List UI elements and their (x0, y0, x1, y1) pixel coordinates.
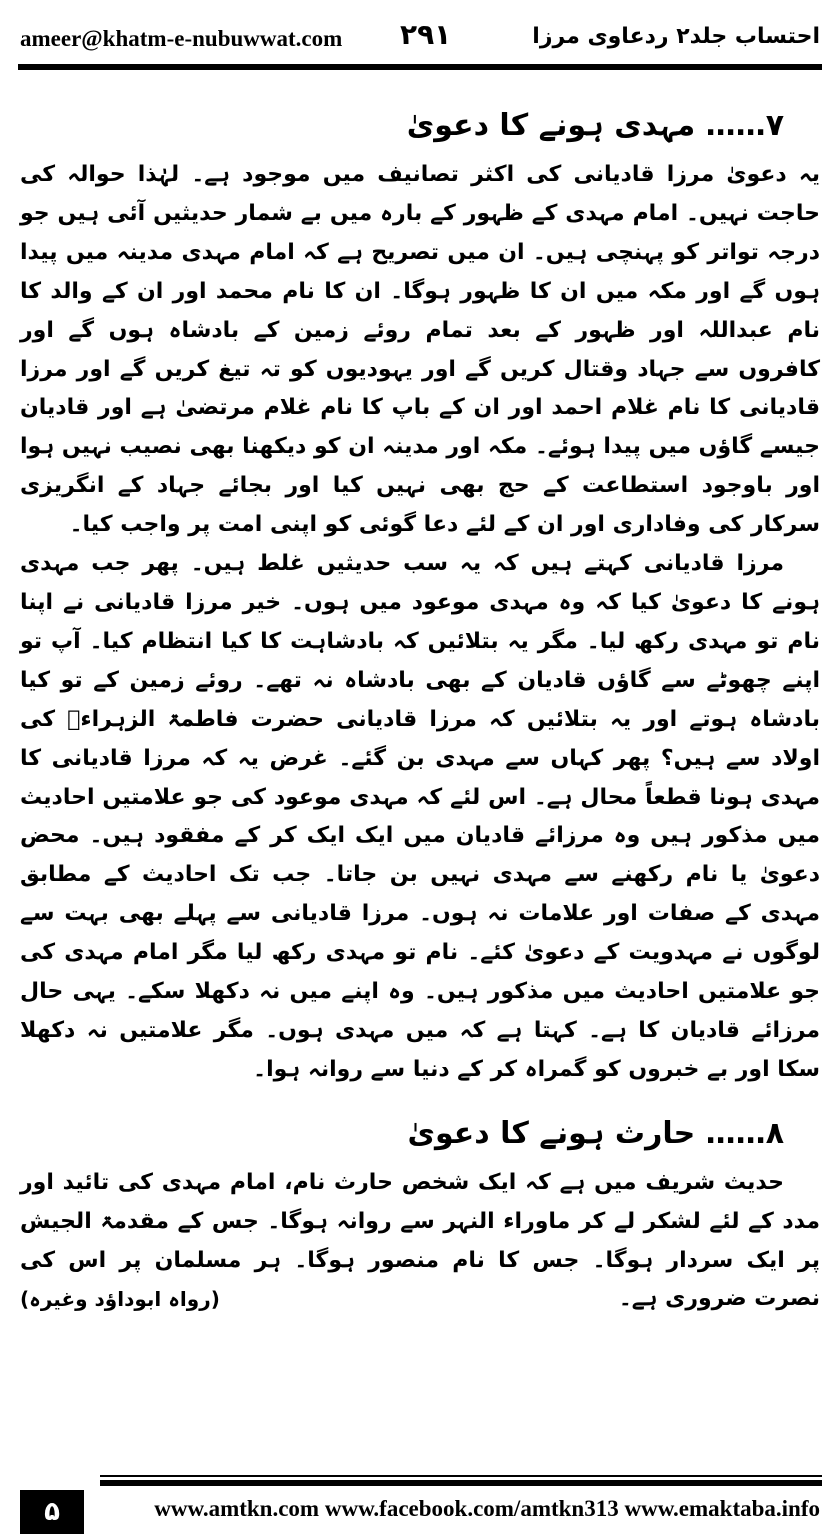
section-8-citation: (رواہ ابوداؤد وغیرہ) (20, 1287, 220, 1312)
header-book-title: احتساب جلد۲ ردعاوی مرزا (532, 24, 820, 49)
section-8-paragraph (20, 1164, 820, 1320)
page-header (0, 18, 840, 58)
section-7-heading: ۷…… مہدی ہونے کا دعویٰ (406, 108, 784, 143)
footer-links: www.amtkn.com www.facebook.com/amtkn313 www.emaktaba.info (154, 1496, 820, 1521)
section-8-heading: ۸…… حارث ہونے کا دعویٰ (407, 1115, 784, 1151)
header-email: ameer@khatm-e-nubuwwat.com (20, 26, 343, 51)
footer-page-number: ۵ (20, 1490, 84, 1534)
footer-rule-thick (100, 1480, 822, 1486)
section-8-text: حدیث شریف میں ہے کہ ایک شخص حارث نام، امام مہدی کی تائید اور مدد کے لئے لشکر لے کر ماوراء النہر سے روانہ ہوگا۔ جس کے مقدمۃ الجیش پر ایک سردار ہوگا۔ جس کا نام منصور ہوگا۔ ہر مسلمان پر اس کی نصرت ضروری ہے۔ (20, 1169, 820, 1312)
page-body (20, 96, 820, 1319)
footer-rule-thin (100, 1475, 822, 1477)
header-rule (18, 64, 822, 70)
section-7-paragraph-1: یہ دعویٰ مرزا قادیانی کی اکثر تصانیف میں موجود ہے۔ لہٰذا حوالہ کی حاجت نہیں۔ امام مہدی کے ظہور کے بارہ میں بے شمار حدیثیں آئی ہیں جو درجہ تواتر کو پہنچی ہیں۔ ان میں تصریح ہے کہ امام مہدی مدینہ میں پیدا ہوں گے اور مکہ میں ان کا ظہور ہوگا۔ ان کا نام محمد اور ان کے والد کا نام عبداللہ اور ظہور کے بعد تمام روئے زمین کے بادشاہ ہوں گے اور کافروں سے جہاد وقتال کریں گے اور یہودیوں کو تہ تیغ کریں گے اور مرزا قادیانی کا نام غلام احمد اور ان کے باپ کا نام غلام مرتضیٰ ہے اور قادیان جیسے گاؤں میں پیدا ہوئے۔ مکہ اور مدینہ ان کو دیکھنا بھی نصیب نہیں ہوا اور باوجود استطاعت کے حج بھی نہیں کیا اور بجائے جہاد کے انگریزی سرکار کی وفاداری اور ان کے لئے دعا گوئی کو اپنی امت پر واجب کیا۔ (20, 162, 820, 538)
header-page-number: ۲۹۱ (400, 18, 452, 51)
section-7-paragraph-2: مرزا قادیانی کہتے ہیں کہ یہ سب حدیثیں غلط ہیں۔ پھر جب مہدی ہونے کا دعویٰ کیا کہ وہ مہدی موعود میں ہوں۔ خیر مرزا قادیانی نے اپنا نام تو مہدی رکھ لیا۔ مگر یہ بتلائیں کہ بادشاہت کا کیا انتظام کیا۔ آپ تو اپنے چھوٹے سے گاؤں قادیان کے بھی بادشاہ نہ تھے۔ روئے زمین کے تو کیا بادشاہ ہوتے اور یہ بتلائیں کہ مرزا قادیانی حضرت فاطمۃ الزہراءؓ کی اولاد سے ہیں؟ پھر کہاں سے مہدی بن گئے۔ غرض یہ کہ مرزا قادیانی کا مہدی ہونا قطعاً محال ہے۔ اس لئے کہ مہدی موعود کی جو علامتیں احادیث میں مذکور ہیں وہ مرزائے قادیان میں ایک ایک کر کے مفقود ہیں۔ محض دعویٰ یا نام رکھنے سے مہدی نہیں بن جاتا۔ جب تک احادیث کے مطابق مہدی کے صفات اور علامات نہ ہوں۔ مرزا قادیانی سے پہلے بھی بہت سے لوگوں نے مہدویت کے دعویٰ کئے۔ نام تو مہدی رکھ لیا مگر امام مہدی کی جو علامتیں احادیث میں مذکور ہیں۔ وہ اپنے میں نہ دکھلا سکے۔ یہی حال مرزائے قادیان کا ہے۔ کہتا ہے کہ میں مہدی ہوں۔ مگر علامتیں نہ دکھلا سکا اور بے خبروں کو گمراہ کر کے دنیا سے روانہ ہوا۔ (20, 551, 820, 1082)
